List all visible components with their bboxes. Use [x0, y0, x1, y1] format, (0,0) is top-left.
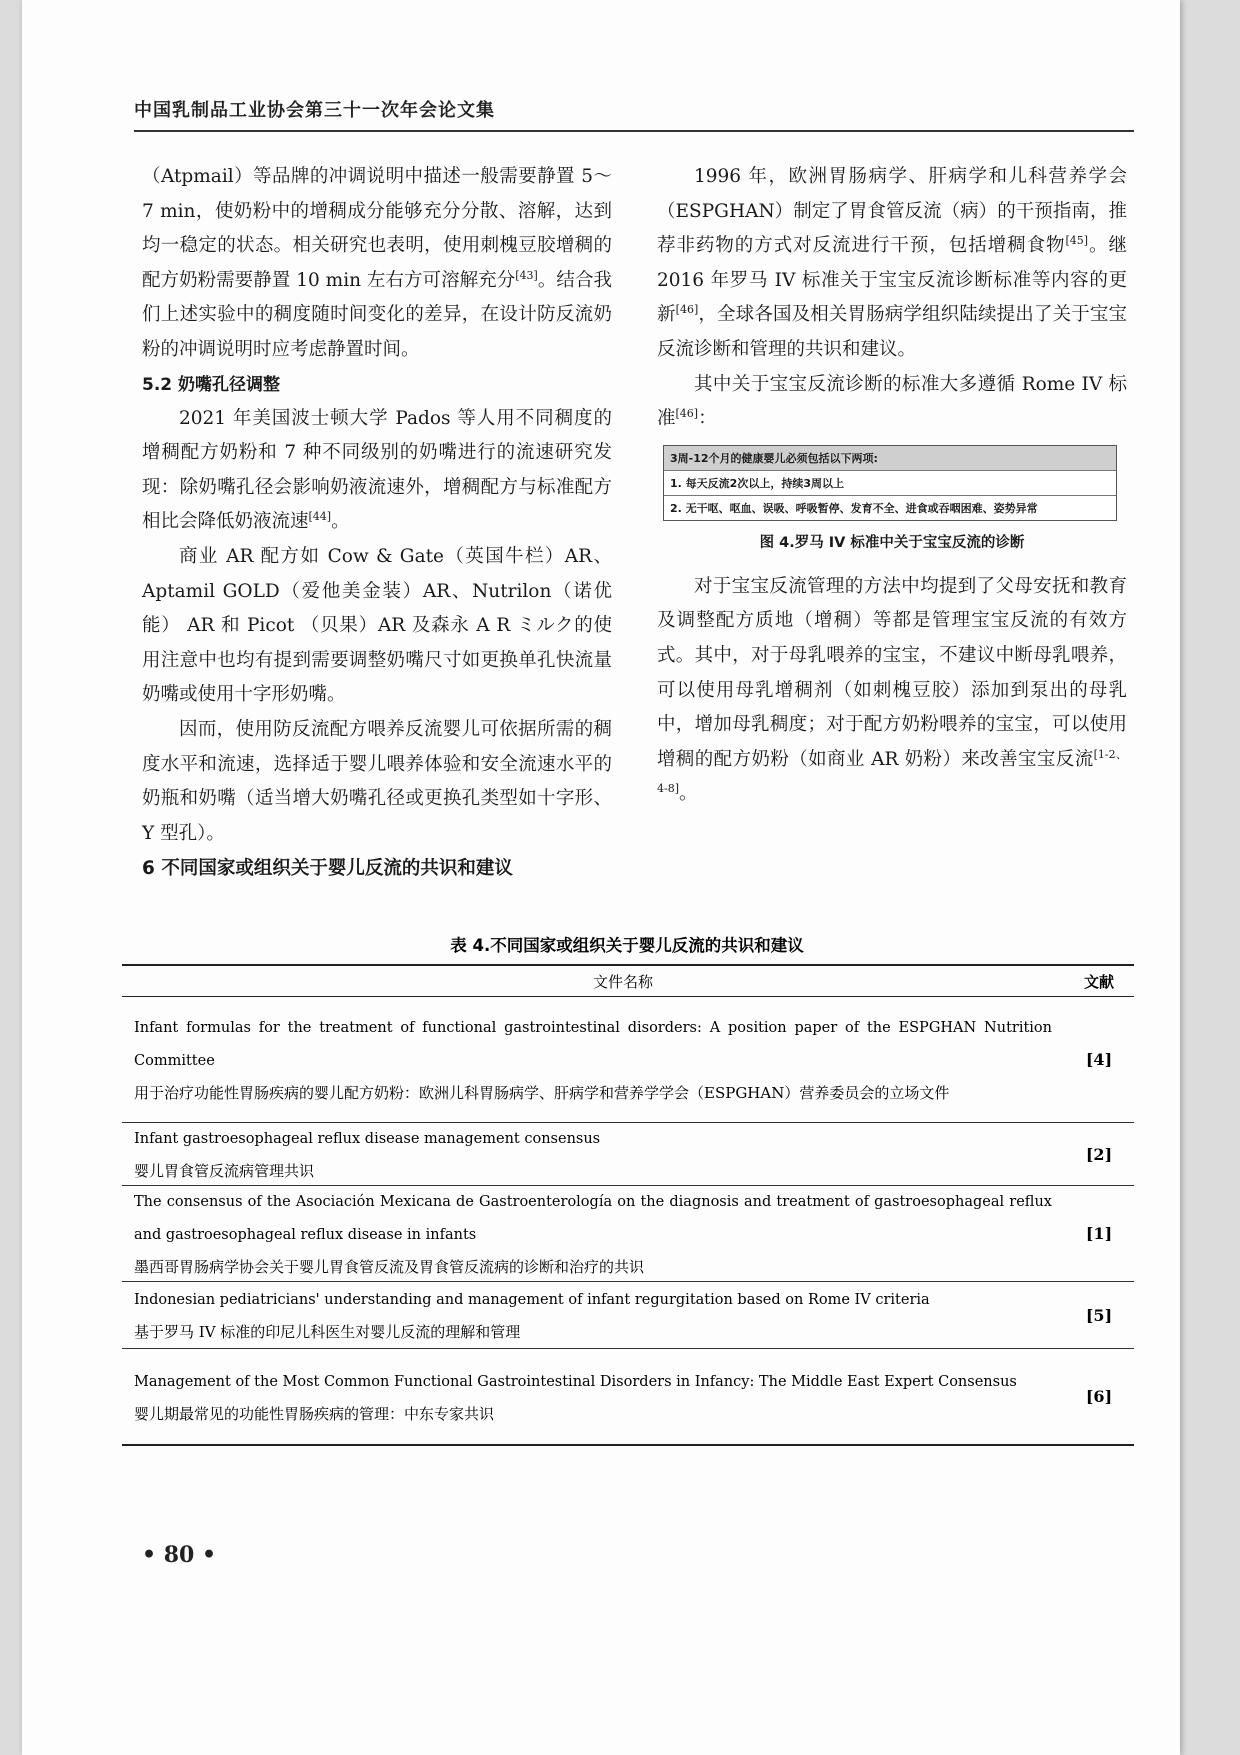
chinese-title: 墨西哥胃肠病学协会关于婴儿胃食管反流及胃食管反流病的诊断和治疗的共识 — [134, 1258, 645, 1276]
paragraph-text: 。 — [331, 511, 350, 533]
citation: [43] — [515, 268, 538, 282]
table-4-consensus — [122, 964, 1134, 1446]
paragraph-text: 2021 年美国波士顿大学 Pados 等人用不同稠度的增稠配方奶粉和 7 种不同级别的奶嘴进行的流速研究发现：除奶嘴孔径会影响奶液流速外，增稠配方与标准配方相比会降低奶液流速 — [142, 407, 612, 533]
paragraph-text: 。结合我们上述实验中的稠度随时间变化的差异，在设计防反流奶粉的冲调说明时应考虑静置时间。 — [142, 269, 612, 360]
chinese-title: 基于罗马 IV 标准的印尼儿科医生对婴儿反流的理解和管理 — [134, 1323, 521, 1341]
paragraph-text: ，全球各国及相关胃肠病学组织陆续提出了关于宝宝反流诊断和管理的共识和建议。 — [657, 304, 1127, 360]
paragraph-text: 对于宝宝反流管理的方法中均提到了父母安抚和教育及调整配方质地（增稠）等都是管理宝宝反流的有效方式。其中，对于母乳喂养的宝宝，不建议中断母乳喂养，可以使用母乳增稠剂（如刺槐豆胶）添加到泵出的母乳中，增加母乳稠度；对于配方奶粉喂养的宝宝，可以使用增稠的配方奶粉（如商业 AR 奶粉）来改善宝宝反流 — [657, 575, 1127, 770]
paragraph-text: （Atpmail）等品牌的冲调说明中描述一般需要静置 5～7 min，使奶粉中的增稠成分能够充分分散、溶解，达到均一稳定的状态。相关研究也表明，使用刺槐豆胶增稠的配方奶粉需要静置 10 min 左右方可溶解充分 — [142, 166, 612, 291]
english-title: Infant gastroesophageal reflux disease management consensus — [134, 1131, 601, 1147]
reference-cell: [4] — [1085, 1050, 1113, 1069]
paragraph-text: ： — [698, 408, 717, 430]
chinese-title: 用于治疗功能性胃肠疾病的婴儿配方奶粉：欧洲儿科胃肠病学、肝病学和营养学学会（ESPGHAN）营养委员会的立场文件 — [134, 1084, 950, 1102]
right-column — [657, 160, 1127, 812]
reference-cell: [5] — [1085, 1305, 1113, 1325]
chinese-title: 婴儿胃食管反流病管理共识 — [134, 1162, 315, 1180]
citation: [46] — [675, 303, 699, 317]
left-column — [142, 160, 612, 885]
paragraph-text: 。 — [679, 783, 698, 805]
document-page — [22, 0, 1180, 1755]
table-cell-name — [122, 1280, 1064, 1350]
citation: [45] — [1065, 234, 1089, 248]
table-row — [122, 997, 1134, 1123]
reference-cell: [1] — [1085, 1224, 1113, 1243]
paragraph-text: 。继 2016 年罗马 IV 标准关于宝宝反流诊断标准等内容的更新 — [657, 235, 1127, 326]
table-row — [122, 1123, 1134, 1186]
english-title: Management of the Most Common Functional Gastrointestinal Disorders in Infancy: The Middle East Expert Consensus — [134, 1373, 1017, 1390]
header-rule — [134, 130, 1134, 132]
table-row — [122, 1282, 1134, 1349]
table-header-row — [122, 966, 1134, 997]
citation: [44] — [308, 510, 332, 524]
paragraph-text: 1996 年，欧洲胃肠病学、肝病学和儿科营养学会（ESPGHAN）制定了胃食管反流（病）的干预指南，推荐非药物的方式对反流进行干预，包括增稠食物 — [657, 166, 1127, 257]
chinese-title: 婴儿期最常见的功能性胃肠疾病的管理：中东专家共识 — [134, 1404, 495, 1423]
table-caption: 表 4.不同国家或组织关于婴儿反流的共识和建议 — [450, 936, 804, 955]
figure-row: 2. 无干呕、呕血、误吸、呼吸暂停、发育不全、进食或吞咽困难、姿势异常 — [664, 495, 1116, 520]
section-heading-5-2: 5.2 奶嘴孔径调整 — [142, 374, 281, 395]
figure-header: 3周-12个月的健康婴儿必须包括以下两项: — [664, 446, 1116, 470]
figure-4-rome-iv-criteria — [663, 445, 1117, 521]
table-row — [122, 1186, 1134, 1282]
running-header: 中国乳制品工业协会第三十一次年会论文集 — [134, 100, 495, 121]
table-cell-name — [122, 1008, 1064, 1111]
page-number: • 80 • — [142, 1542, 217, 1568]
english-title: Indonesian pediatricians' understanding and management of infant regurgitation based on Rome IV criteria — [134, 1292, 930, 1308]
paragraph — [142, 402, 612, 540]
paragraph-text: 其中关于宝宝反流诊断的标准大多遵循 Rome IV 标准 — [657, 373, 1127, 430]
english-title: The consensus of the Asociación Mexicana de Gastroenterología on the diagnosis and treatment of gastroesophageal reflux and gastroesophageal reflux disease in infants — [134, 1194, 1052, 1243]
paragraph — [657, 570, 1127, 812]
citation: [1-2、4-8] — [657, 747, 1127, 796]
column-header-ref: 文献 — [1083, 972, 1114, 991]
section-heading-6: 6 不同国家或组织关于婴儿反流的共识和建议 — [142, 858, 513, 880]
column-header-name: 文件名称 — [592, 972, 653, 991]
table-cell-name — [122, 1182, 1064, 1285]
paragraph — [142, 160, 612, 368]
table-cell-name — [122, 1362, 1064, 1432]
table-row — [122, 1349, 1134, 1444]
english-title: Infant formulas for the treatment of functional gastrointestinal disorders: A position paper of the ESPGHAN Nutrition Committee — [134, 1020, 1052, 1069]
figure-caption: 图 4.罗马 IV 标准中关于宝宝反流的诊断 — [759, 534, 1025, 551]
reference-cell: [6] — [1085, 1387, 1113, 1406]
figure-row: 1. 每天反流2次以上，持续3周以上 — [664, 470, 1116, 495]
paragraph: 因而，使用防反流配方喂养反流婴儿可依据所需的稠度水平和流速，选择适于婴儿喂养体验和安全流速水平的奶瓶和奶嘴（适当增大奶嘴孔径或更换孔类型如十字形、Y 型孔）。 — [142, 718, 612, 844]
reference-cell: [2] — [1085, 1144, 1113, 1164]
paragraph — [657, 368, 1127, 437]
table-cell-name — [122, 1119, 1064, 1189]
paragraph — [657, 160, 1127, 368]
paragraph: 商业 AR 配方如 Cow & Gate（英国牛栏）AR、Aptamil GOLD（爱他美金装）AR、Nutrilon（诺优能） AR 和 Picot （贝果）AR 及森永 A R ミルク的使用注意中也均有提到需要调整奶嘴尺寸如更换单孔快流量奶嘴或使用十字形奶嘴。 — [142, 545, 612, 706]
citation: [46] — [675, 407, 699, 420]
